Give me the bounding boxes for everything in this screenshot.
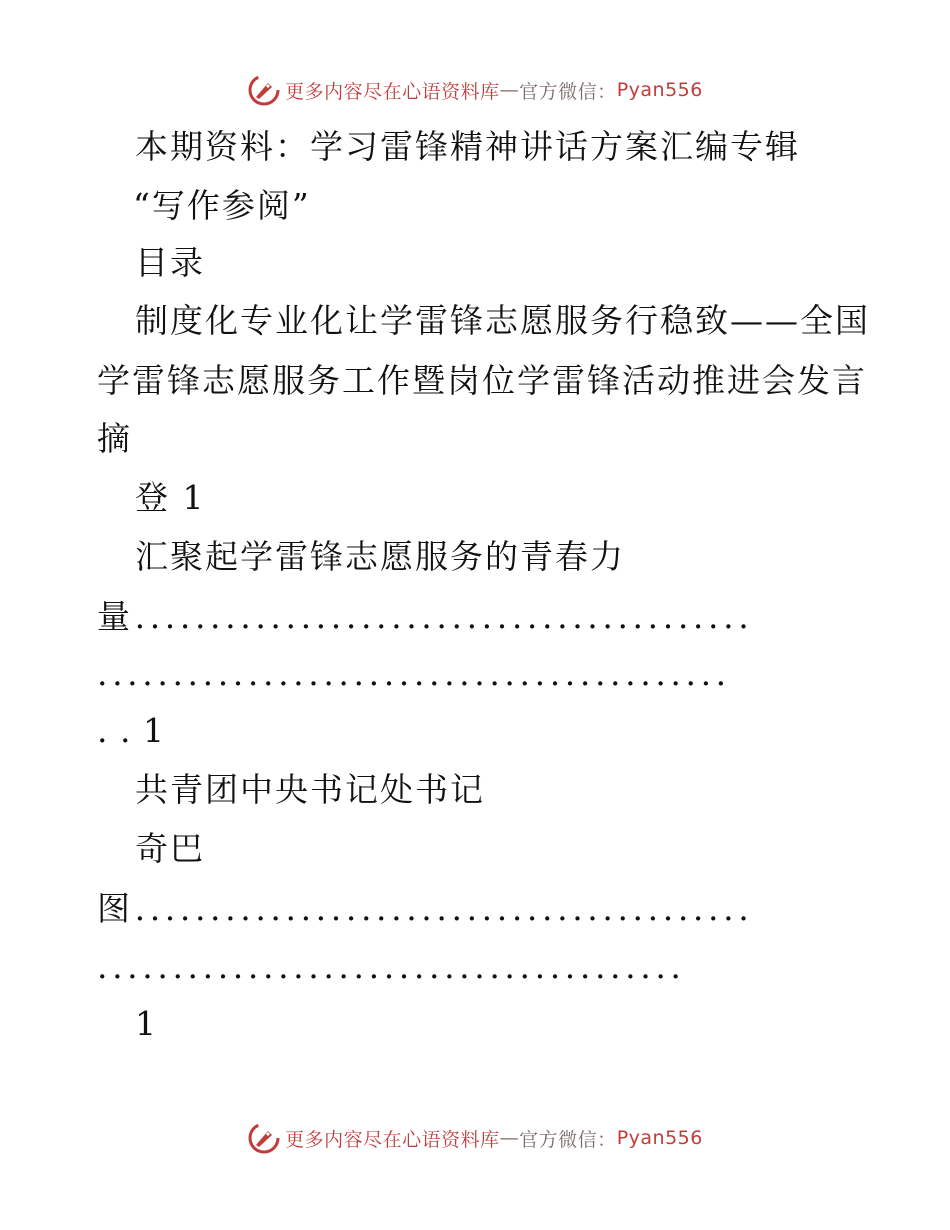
toc-entry-3-line-1: 共青团中央书记处书记 [135, 770, 485, 809]
toc-entry-2-line-1: 汇聚起学雷锋志愿服务的青春力 [135, 537, 625, 576]
toc-entry-3-line-4: ....................................... [97, 947, 686, 986]
toc-entry-1-line-1: 制度化专业化让学雷锋志愿服务行稳致——全国 [135, 301, 870, 340]
toc-entry-3-line-5: 1 [135, 1004, 158, 1043]
watermark-id: Pyan556 [616, 79, 703, 101]
watermark-text: 更多内容尽在心语资料库 [285, 80, 500, 103]
toc-entry-1-line-2: 学雷锋志愿服务工作暨岗位学雷锋活动推进会发言 [97, 361, 867, 400]
toc-entry-2-line-2: 量......................................... [97, 597, 754, 636]
watermark-label: 官方微信： [519, 80, 617, 103]
watermark-text: 更多内容尽在心语资料库 [285, 1128, 500, 1151]
pen-nib-swirl-icon [247, 73, 281, 107]
watermark-separator: — [499, 1127, 520, 1149]
header-watermark [0, 70, 950, 110]
watermark-label: 官方微信： [519, 1128, 617, 1151]
footer-watermark [0, 1118, 950, 1158]
toc-entry-3-line-2: 奇巴 [135, 829, 205, 868]
toc-entry-2-line-3: .......................................... [97, 654, 731, 693]
pen-nib-swirl-icon [247, 1121, 281, 1155]
toc-entry-3-line-3: 图......................................... [97, 889, 754, 928]
toc-entry-1-line-4: 登 1 [135, 478, 206, 517]
document-title: 本期资料：学习雷锋精神讲话方案汇编专辑 [135, 127, 800, 166]
toc-entry-1-line-3: 摘 [97, 419, 132, 458]
toc-entry-2-line-4: . . 1 [97, 711, 165, 750]
document-subtitle: “写作参阅” [133, 186, 311, 225]
toc-heading: 目录 [135, 243, 205, 282]
watermark-id: Pyan556 [616, 1127, 703, 1149]
watermark-separator: — [499, 79, 520, 101]
